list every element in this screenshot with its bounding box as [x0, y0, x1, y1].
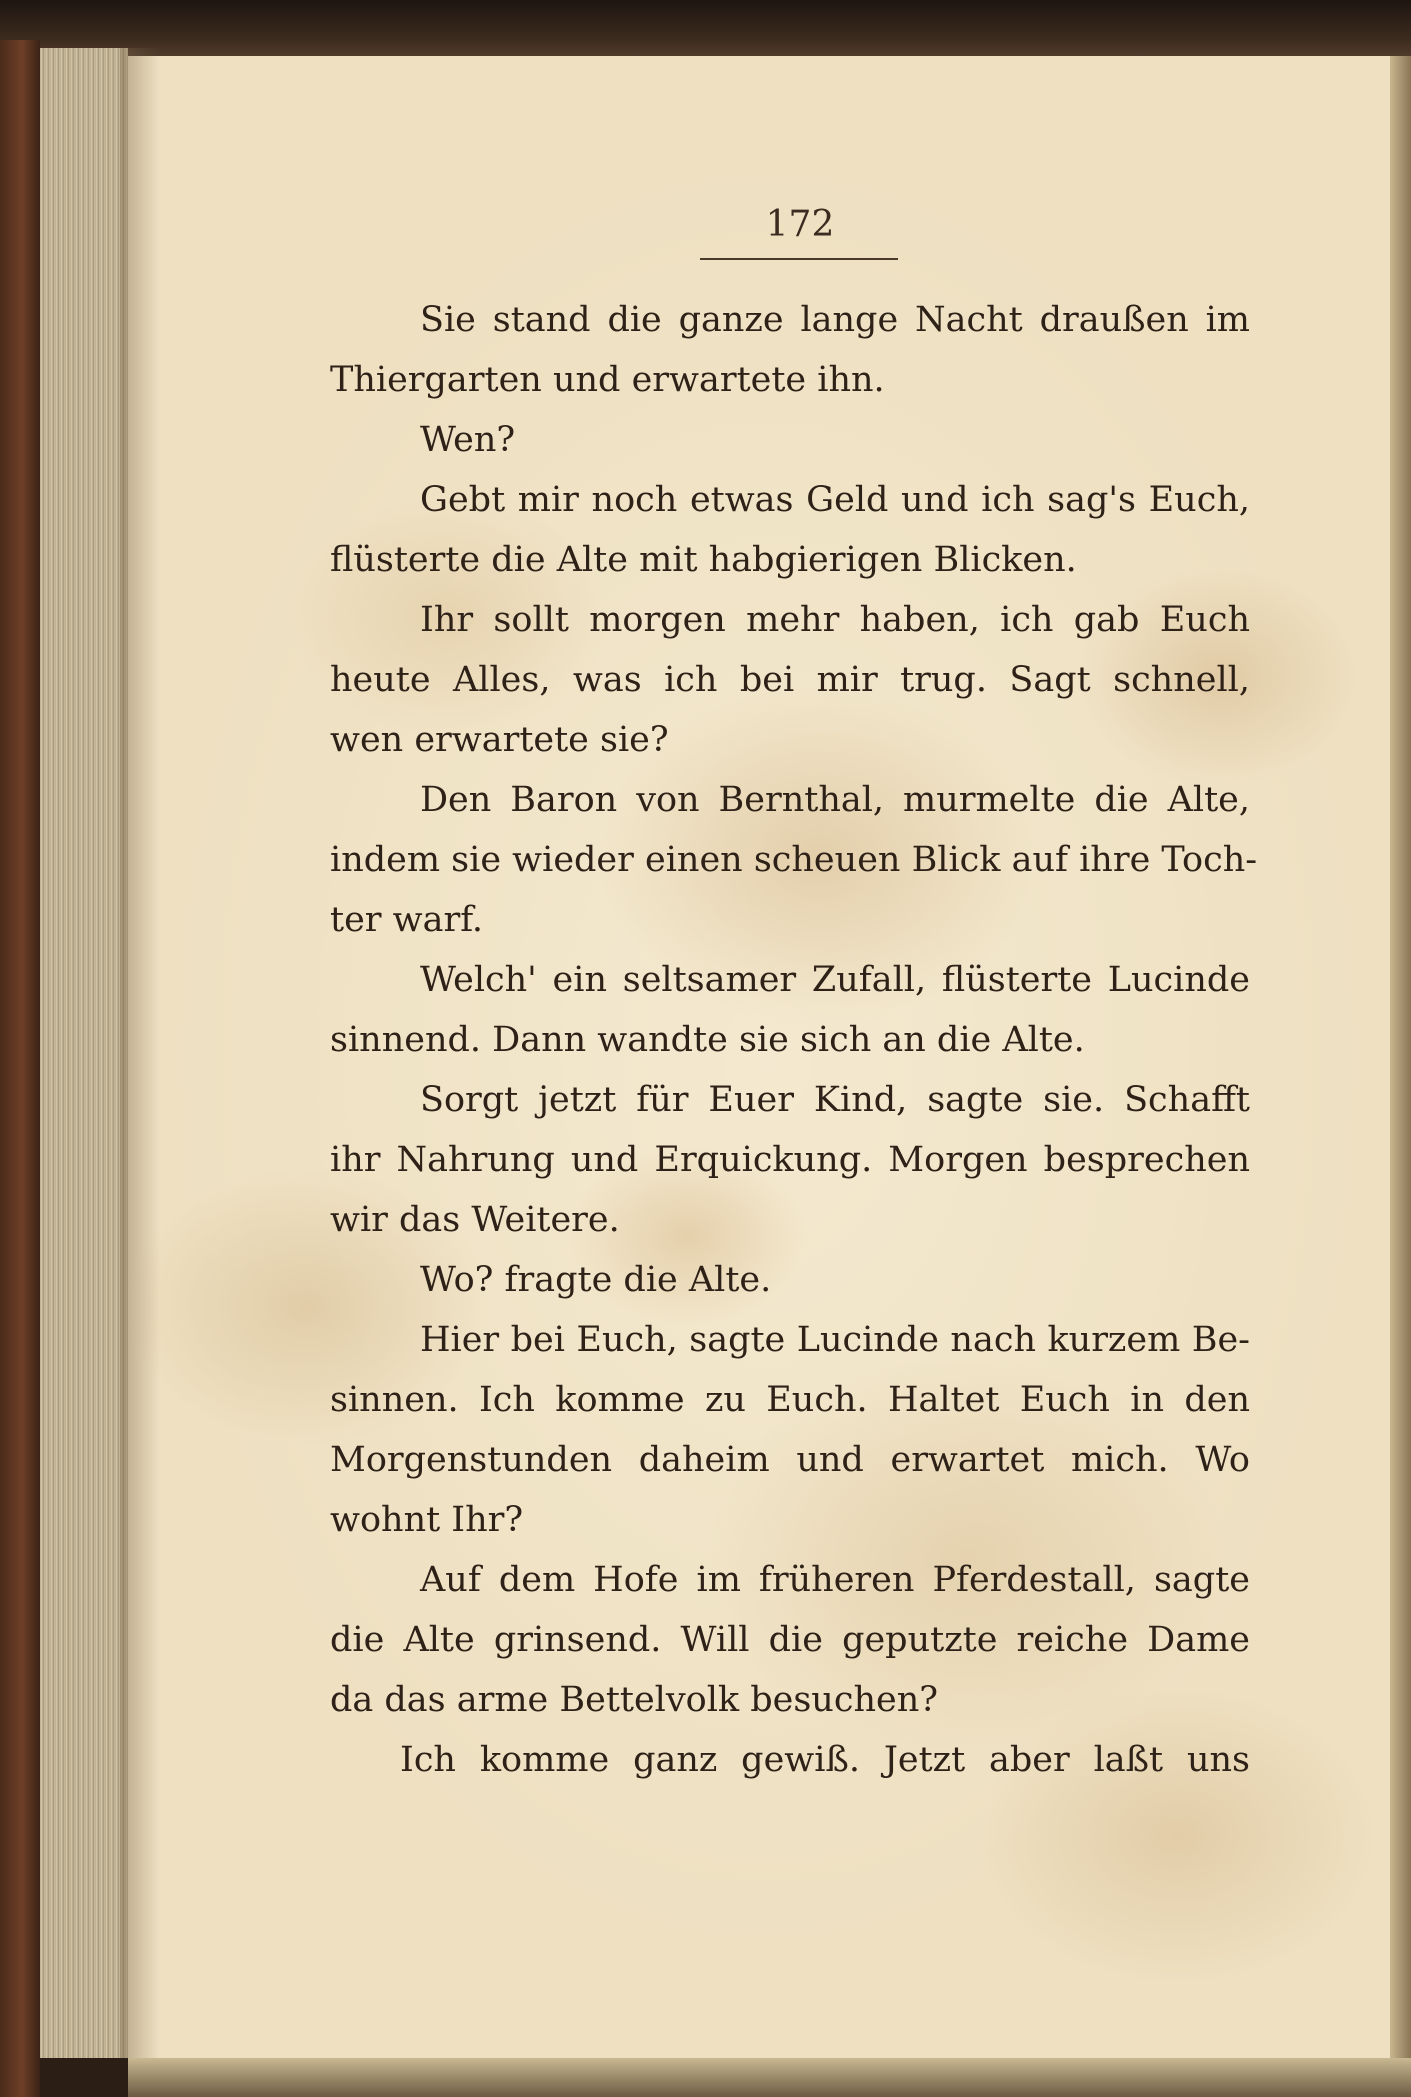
- page-number-rule: [700, 258, 898, 260]
- text-line: flüsterte die Alte mit habgierigen Blicken.: [330, 540, 1077, 580]
- text-line: da das arme Bettelvolk besuchen?: [330, 1680, 939, 1720]
- text-line: Morgenstunden daheim und erwartet mich. Wo: [330, 1440, 1250, 1480]
- text-line: Hier bei Euch, sagte Lucinde nach kurzem Be-: [420, 1320, 1250, 1360]
- text-line: Ich komme ganz gewiß. Jetzt aber laßt uns: [400, 1740, 1250, 1780]
- page-right-edge: [1390, 56, 1411, 2097]
- text-line: die Alte grinsend. Will die geputzte reiche Dame: [330, 1620, 1250, 1660]
- text-line: Gebt mir noch etwas Geld und ich sag's Euch,: [420, 480, 1250, 520]
- text-line: Auf dem Hofe im früheren Pferdestall, sagte: [420, 1560, 1250, 1600]
- text-line: Sie stand die ganze lange Nacht draußen im: [420, 300, 1250, 340]
- text-line: heute Alles, was ich bei mir trug. Sagt schnell,: [330, 660, 1250, 700]
- page-edges-stack: [40, 48, 128, 2058]
- text-line: wohnt Ihr?: [330, 1500, 524, 1540]
- text-line: sinnend. Dann wandte sie sich an die Alte.: [330, 1020, 1085, 1060]
- text-line: Thiergarten und erwartete ihn.: [330, 360, 885, 400]
- text-line: Den Baron von Bernthal, murmelte die Alte,: [420, 780, 1250, 820]
- text-line: Wo? fragte die Alte.: [420, 1260, 772, 1300]
- text-line: indem sie wieder einen scheuen Blick auf ihre Toch-: [330, 840, 1258, 880]
- gutter-shadow: [120, 48, 160, 2058]
- book-cover-top: [0, 0, 1411, 64]
- page-number: 172: [765, 204, 835, 245]
- book-cover-spine-edge: [0, 40, 40, 2097]
- text-line: Ihr sollt morgen mehr haben, ich gab Euch: [420, 600, 1250, 640]
- text-line: Welch' ein seltsamer Zufall, flüsterte Lucinde: [420, 960, 1250, 1000]
- text-line: ihr Nahrung und Erquickung. Morgen besprechen: [330, 1140, 1250, 1180]
- text-line: Sorgt jetzt für Euer Kind, sagte sie. Schafft: [420, 1080, 1250, 1120]
- page-bottom-edge: [128, 2058, 1411, 2097]
- text-line: wen erwartete sie?: [330, 720, 669, 760]
- text-line: ter warf.: [330, 900, 484, 940]
- text-line: sinnen. Ich komme zu Euch. Haltet Euch in den: [330, 1380, 1250, 1420]
- text-line: Wen?: [420, 420, 516, 460]
- text-line: wir das Weitere.: [330, 1200, 620, 1240]
